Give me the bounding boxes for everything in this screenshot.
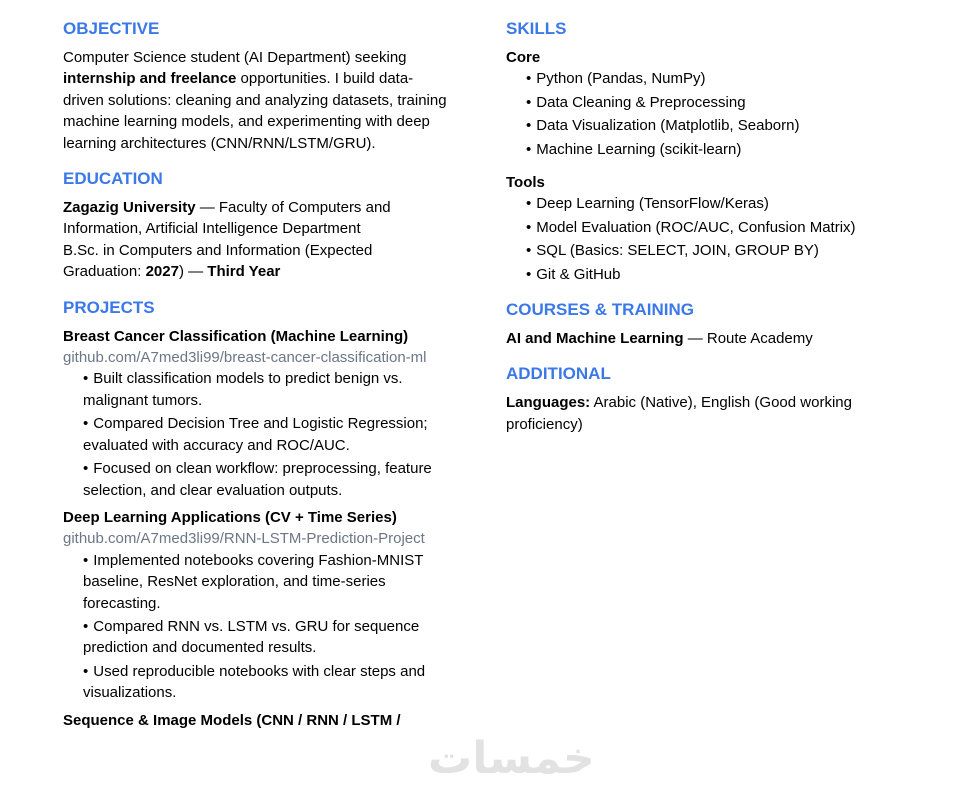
bullet-item	[83, 413, 453, 456]
section-additional	[506, 365, 886, 435]
left-column	[63, 0, 453, 731]
project-bullet-list	[63, 550, 453, 704]
bullet-text: Deep Learning (TensorFlow/Keras)	[536, 195, 769, 213]
bullet-marker: •	[83, 662, 89, 680]
bullet-item	[83, 661, 453, 704]
section-projects	[63, 299, 453, 731]
bullet-item	[526, 92, 886, 113]
bullet-marker: •	[83, 617, 89, 635]
bullet-item	[83, 550, 453, 614]
bullet-item	[526, 217, 886, 238]
bullet-marker: •	[526, 195, 532, 213]
khamsat-watermark-logo: خمسات	[428, 733, 595, 784]
bullet-text: Data Visualization (Matplotlib, Seaborn)	[536, 117, 800, 135]
projects-heading: PROJECTS	[63, 297, 155, 317]
skills-heading: SKILLS	[506, 19, 567, 38]
bullet-item	[83, 458, 453, 501]
bullet-marker: •	[526, 218, 532, 236]
bullet-item	[526, 68, 886, 89]
project-item-breast-cancer	[63, 326, 453, 501]
section-skills	[506, 20, 886, 285]
additional-heading: ADDITIONAL	[506, 364, 611, 384]
bullet-marker: •	[526, 265, 532, 283]
bullet-text: Compared Decision Tree and Logistic Regression; evaluated with accuracy and ROC/AUC.	[83, 415, 428, 454]
bullet-marker: •	[526, 93, 532, 111]
bullet-item	[526, 264, 886, 285]
bullet-text: Machine Learning (scikit-learn)	[536, 140, 742, 158]
bullet-marker: •	[526, 242, 532, 260]
section-courses-training	[506, 301, 886, 349]
project-item-deep-learning	[63, 507, 453, 704]
objective-heading: OBJECTIVE	[63, 19, 160, 38]
bullet-marker: •	[83, 551, 89, 569]
bullet-text: Data Cleaning & Preprocessing	[536, 93, 746, 111]
section-education	[63, 170, 453, 283]
bullet-text: Model Evaluation (ROC/AUC, Confusion Matrix)	[536, 218, 856, 236]
bullet-marker: •	[526, 140, 532, 158]
bullet-item	[83, 368, 453, 411]
education-graduation-line: B.Sc. in Computers and Information (Expected Graduation: 2027) — Third Year	[63, 241, 373, 281]
bullet-text: Python (Pandas, NumPy)	[536, 70, 706, 88]
project-title: Deep Learning Applications (CV + Time Series)	[63, 508, 397, 526]
skills-tools-list	[506, 193, 886, 285]
project-item-sequence-image-models	[63, 710, 453, 731]
right-column	[506, 0, 886, 435]
education-heading: EDUCATION	[63, 169, 163, 189]
project-bullet-list	[63, 368, 453, 500]
bullet-text: Focused on clean workflow: preprocessing, feature selection, and clear evaluation outputs.	[83, 460, 432, 499]
bullet-text: Built classification models to predict benign vs. malignant tumors.	[83, 370, 403, 409]
bullet-text: SQL (Basics: SELECT, JOIN, GROUP BY)	[536, 242, 819, 260]
bullet-text: Used reproducible notebooks with clear steps and visualizations.	[83, 662, 426, 702]
bullet-text: Git & GitHub	[536, 265, 621, 283]
course-entry: AI and Machine Learning — Route Academy	[506, 330, 813, 348]
courses-heading: COURSES & TRAINING	[506, 300, 694, 320]
bullet-item	[526, 240, 886, 261]
objective-paragraph: Computer Science student (AI Department) seeking internship and freelance opportunities. I build data-driven solutions: cleaning and analyzing datasets, training machine learning models, and experimenting with deep learning architectures (CNN/RNN/LSTM/GRU).	[63, 49, 447, 152]
skills-group-label-core: Core	[506, 49, 541, 66]
skills-core-list	[506, 68, 886, 160]
bullet-text: Implemented notebooks covering Fashion-MNIST baseline, ResNet exploration, and time-series forecasting.	[83, 551, 424, 612]
education-degree-line: Zagazig University — Faculty of Computers and Information, Artificial Intelligence Department	[63, 199, 391, 238]
bullet-text: Compared RNN vs. LSTM vs. GRU for sequence prediction and documented results.	[83, 617, 420, 657]
bullet-marker: •	[526, 117, 532, 135]
project-github-link[interactable]: github.com/A7med3li99/RNN-LSTM-Prediction-Project	[63, 530, 425, 548]
bullet-marker: •	[83, 460, 89, 478]
bullet-marker: •	[526, 70, 532, 88]
bullet-marker: •	[83, 415, 89, 433]
bullet-item	[83, 616, 453, 659]
bullet-item	[526, 115, 886, 136]
languages-entry: Languages: Arabic (Native), English (Good working proficiency)	[506, 394, 852, 433]
project-github-link[interactable]: github.com/A7med3li99/breast-cancer-classification-ml	[63, 349, 427, 367]
bullet-item	[526, 193, 886, 214]
bullet-item	[526, 139, 886, 160]
bullet-marker: •	[83, 370, 89, 388]
project-title: Sequence & Image Models (CNN / RNN / LSTM /	[63, 711, 401, 729]
project-title: Breast Cancer Classification (Machine Learning)	[63, 327, 409, 345]
skills-group-label-tools: Tools	[506, 174, 545, 192]
section-objective	[63, 20, 453, 154]
